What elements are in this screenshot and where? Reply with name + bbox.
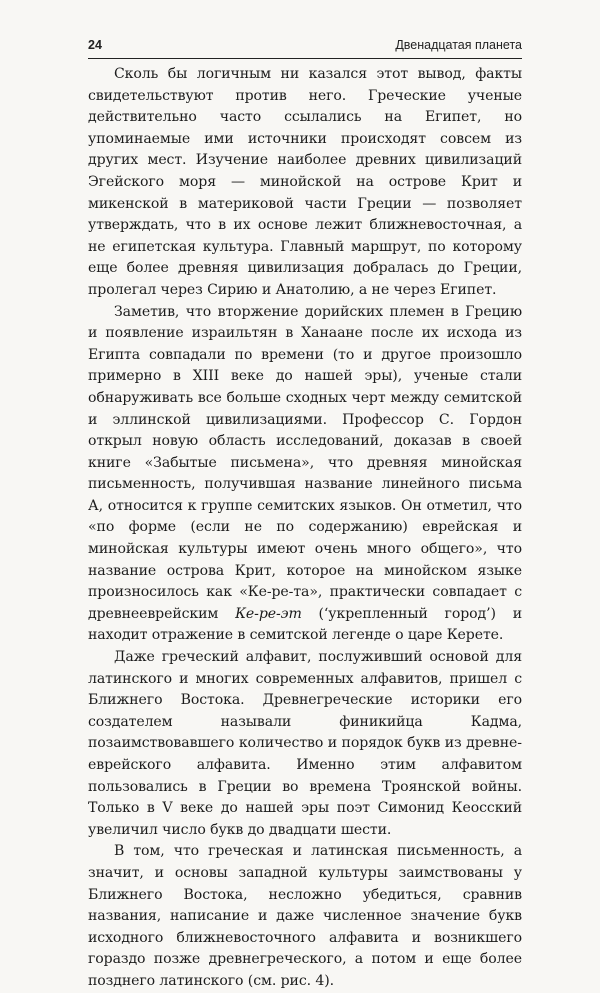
running-title: Двенадцатая планета xyxy=(395,38,522,52)
paragraph-1: Сколь бы логичным ни казался этот вывод, факты свидетельствуют против него. Греческие ученые действительно часто ссылались на Египет, но упоминаемые ими источники происходят совсем из других мест. Изучение наиболее древних цивилизаций Эгейского моря — минойской на острове Крит и микенской в материковой части Греции — позволяет утверждать, что в их основе лежит ближневосточная, а не египетская культура. Главный маршрут, по которому еще более древняя цивилизация добралась до Греции, пролегал через Сирию и Анатолию, а не через Египет. xyxy=(88,66,522,298)
paragraph-2-italic-term: Ке-ре-эт xyxy=(235,605,302,622)
page-number: 24 xyxy=(88,38,102,52)
paragraph-4: В том, что греческая и латинская письменность, а значит, и основы западной культуры заимствованы у Ближнего Востока, несложно убедиться, сравнив названия, написание и даже численное значение букв исходного ближневосточного алфавита и возникшего гораздо позже древнегреческого, а потом и еще более позднего латинского (см. рис. 4). xyxy=(88,843,522,989)
paragraph-2 xyxy=(88,302,522,648)
body-text xyxy=(88,64,522,993)
paragraph-2-text-before: Заметив, что вторжение дорийских племен в Грецию и появление израильтян в Ханаане после их исхода из Египта совпадали по времени (то и другое произошло примерно в XIII веке до нашей эры), ученые стали обнаруживать все больше сходных черт между семитской и эллинской цивилизациями. Профессор С. Гордон открыл новую область исследований, доказав в своей книге «Забытые письмена», что древняя минойская письменность, получившая название линейного письма А, относится к группе семитских языков. Он отметил, что «по форме (если не по содержанию) еврейская и минойская культуры имеют очень много общего», что название острова Крит, которое на минойском языке произносилось как «Ке-ре-та», практически совпадает с древнееврейским xyxy=(88,303,522,622)
running-header xyxy=(88,36,522,59)
paragraph-2-text-after: (‘укрепленный город’) и находит отражение в семитской легенде о царе Керете. xyxy=(88,605,522,644)
paragraph-3: Даже греческий алфавит, послуживший основой для латинского и многих современных алфавитов, пришел с Ближнего Востока. Древнегреческие историки его создателем называли финикийца Кадма, позаимствовавшего количество и порядок букв из древнееврейского алфавита. Именно этим алфавитом пользовались в Греции во времена Троянской войны. Только в V веке до нашей эры поэт Симонид Кеосский увеличил число букв до двадцати шести. xyxy=(88,649,522,838)
